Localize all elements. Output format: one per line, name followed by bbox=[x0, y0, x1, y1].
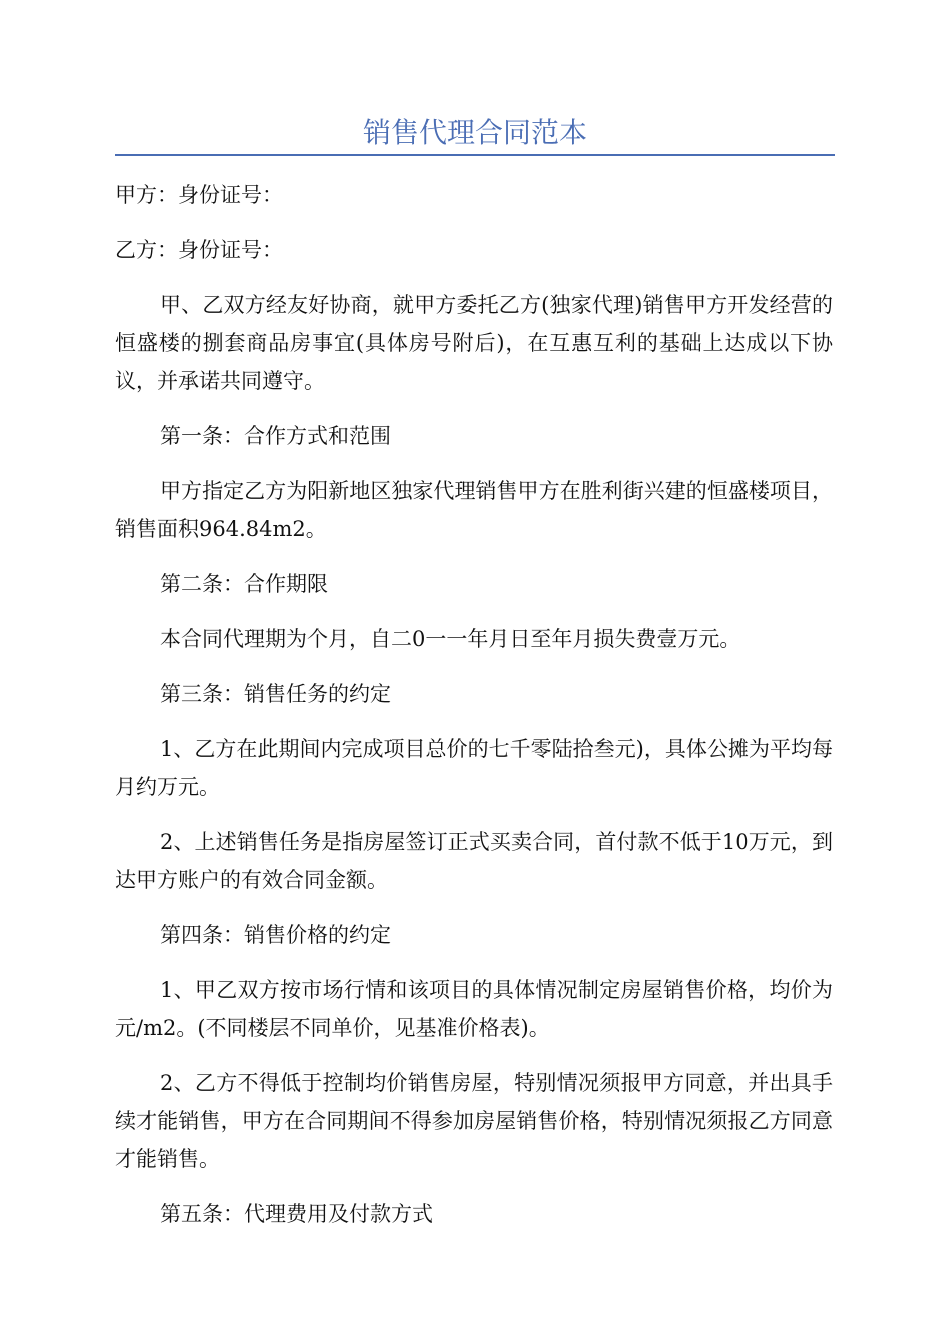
article-3-item-2: 2、上述销售任务是指房屋签订正式买卖合同，首付款不低于10万元，到达甲方账户的有效合同金额。 bbox=[115, 830, 833, 892]
article-1-heading: 第一条：合作方式和范围 bbox=[160, 424, 391, 448]
article-2-heading: 第二条：合作期限 bbox=[160, 572, 328, 596]
intro-paragraph: 甲、乙双方经友好协商，就甲方委托乙方(独家代理)销售甲方开发经营的恒盛楼的捌套商品房事宜(具体房号附后)，在互惠互利的基础上达成以下协议，并承诺共同遵守。 bbox=[115, 293, 833, 393]
document-title: 销售代理合同范本 bbox=[362, 116, 587, 149]
title-underline bbox=[115, 154, 835, 156]
article-4-heading: 第四条：销售价格的约定 bbox=[160, 923, 391, 947]
article-1-paragraph: 甲方指定乙方为阳新地区独家代理销售甲方在胜利街兴建的恒盛楼项目，销售面积964.84m2。 bbox=[115, 479, 833, 541]
document-body bbox=[115, 176, 833, 1250]
article-2-paragraph: 本合同代理期为个月，自二0一一年月日至年月损失费壹万元。 bbox=[160, 627, 741, 651]
party-b-line: 乙方：身份证号： bbox=[115, 238, 283, 262]
article-4-item-2: 2、乙方不得低于控制均价销售房屋，特别情况须报甲方同意，并出具手续才能销售，甲方在合同期间不得参加房屋销售价格，特别情况须报乙方同意才能销售。 bbox=[115, 1071, 833, 1171]
article-4-item-1: 1、甲乙双方按市场行情和该项目的具体情况制定房屋销售价格，均价为元/m2。(不同楼层不同单价，见基准价格表)。 bbox=[115, 978, 833, 1040]
article-3-heading: 第三条：销售任务的约定 bbox=[160, 682, 391, 706]
article-3-item-1: 1、乙方在此期间内完成项目总价的七千零陆拾叁元)，具体公摊为平均每月约万元。 bbox=[115, 737, 833, 799]
article-5-heading: 第五条：代理费用及付款方式 bbox=[160, 1202, 433, 1226]
party-a-line: 甲方：身份证号： bbox=[115, 183, 283, 207]
